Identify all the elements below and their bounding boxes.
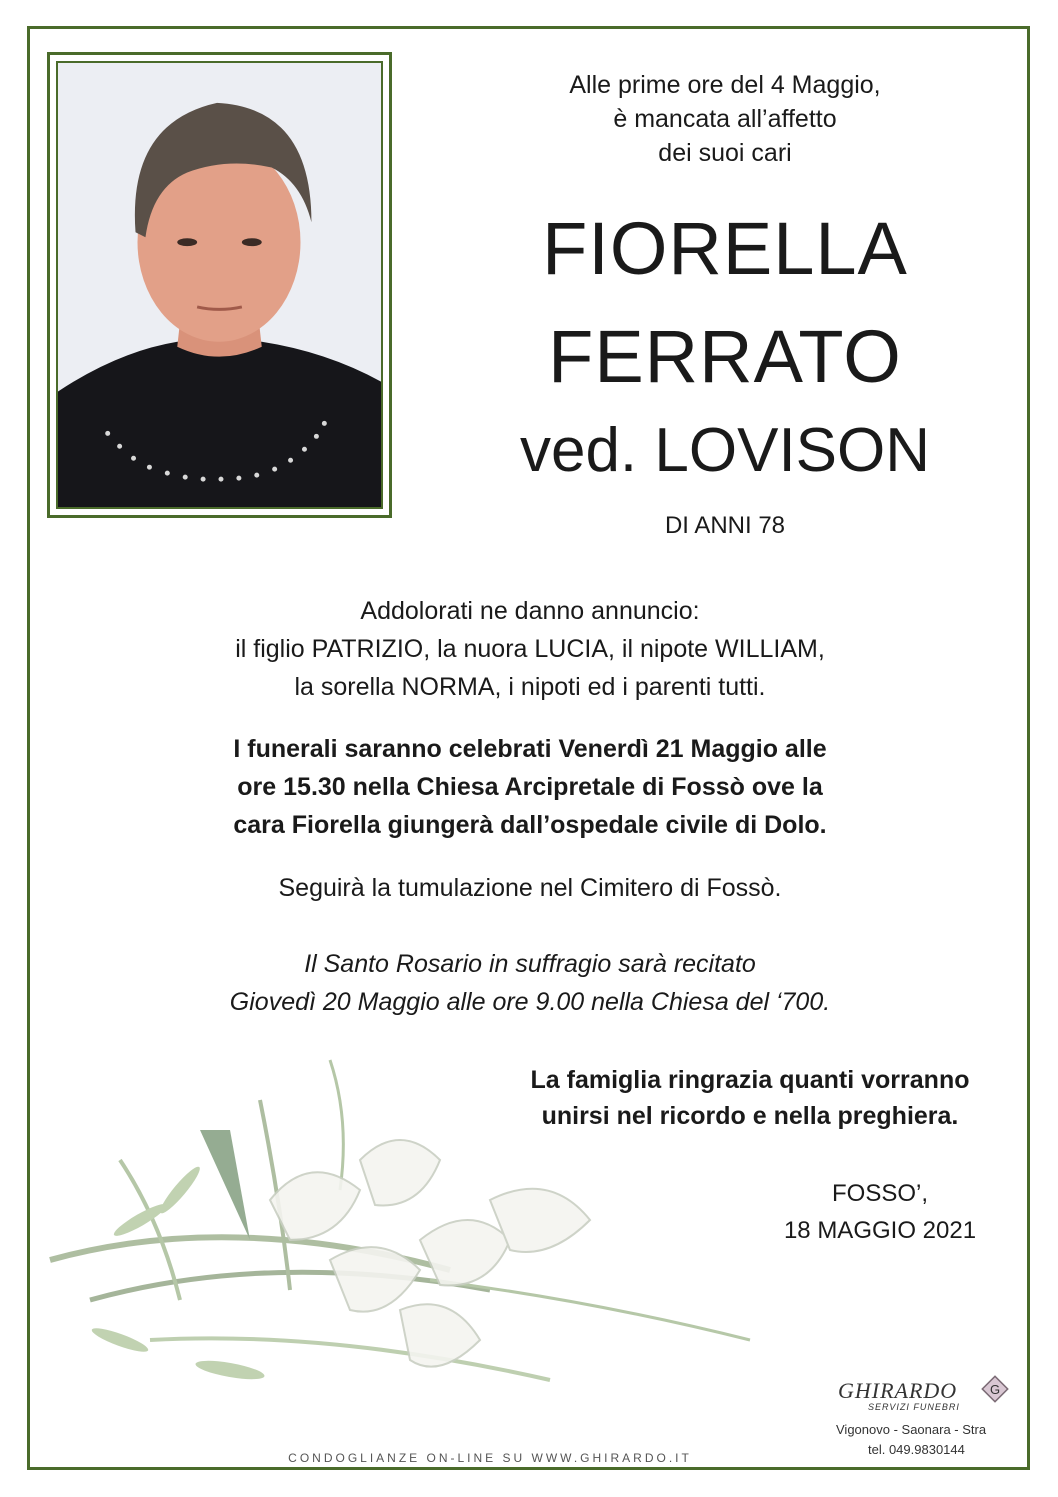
announcement-line: il figlio PATRIZIO, la nuora LUCIA, il nipote WILLIAM, [235, 635, 825, 663]
rosary-line: Il Santo Rosario in suffragio sarà recitato [304, 950, 756, 978]
portrait-frame [47, 52, 392, 518]
rosary-text [100, 945, 960, 1021]
portrait-photo [56, 61, 383, 509]
announcement-text [130, 592, 930, 706]
logo-mark-letter: G [989, 1382, 1001, 1397]
logo-phone: tel. 049.9830144 [868, 1442, 965, 1457]
intro-line: è mancata all’affetto [613, 105, 837, 133]
place-date [730, 1175, 1030, 1249]
logo-subtitle: SERVIZI FUNEBRI [868, 1402, 960, 1412]
intro-text [515, 68, 935, 170]
logo-towns: Vigonovo - Saonara - Stra [836, 1422, 987, 1437]
first-name: FIORELLA [542, 207, 908, 290]
logo-diamond-icon [980, 1374, 1010, 1404]
logo-name: GHIRARDO [838, 1378, 958, 1403]
rosary-line: Giovedì 20 Maggio alle ore 9.00 nella Chiesa del ‘700. [229, 988, 831, 1016]
widow-name: ved. LOVISON [519, 416, 931, 485]
funeral-line: I funerali saranno celebrati Venerdì 21 Maggio alle [233, 735, 827, 763]
intro-line: Alle prime ore del 4 Maggio, [569, 71, 881, 99]
ghirardo-logo [830, 1378, 1030, 1468]
place-label: FOSSO’, [831, 1180, 928, 1207]
funeral-line: cara Fiorella giungerà dall’ospedale civile di Dolo. [233, 811, 827, 839]
last-name: FERRATO [548, 315, 902, 398]
date-label: 18 MAGGIO 2021 [783, 1217, 977, 1244]
announcement-line: la sorella NORMA, i nipoti ed i parenti tutti. [294, 673, 766, 701]
burial-text: Seguirà la tumulazione nel Cimitero di Fossò. [278, 874, 782, 902]
thanks-line: unirsi nel ricordo e nella preghiera. [541, 1102, 959, 1130]
thanks-text [470, 1062, 1030, 1134]
announcement-line: Addolorati ne danno annuncio: [360, 597, 700, 625]
intro-line: dei suoi cari [658, 139, 792, 167]
funeral-line: ore 15.30 nella Chiesa Arcipretale di Fossò ove la [237, 773, 823, 801]
age-label: DI ANNI 78 [664, 512, 786, 539]
footer-website: CONDOGLIANZE ON-LINE SU WWW.GHIRARDO.IT [288, 1451, 692, 1465]
thanks-line: La famiglia ringrazia quanti vorranno [530, 1066, 970, 1094]
funeral-text [100, 730, 960, 844]
